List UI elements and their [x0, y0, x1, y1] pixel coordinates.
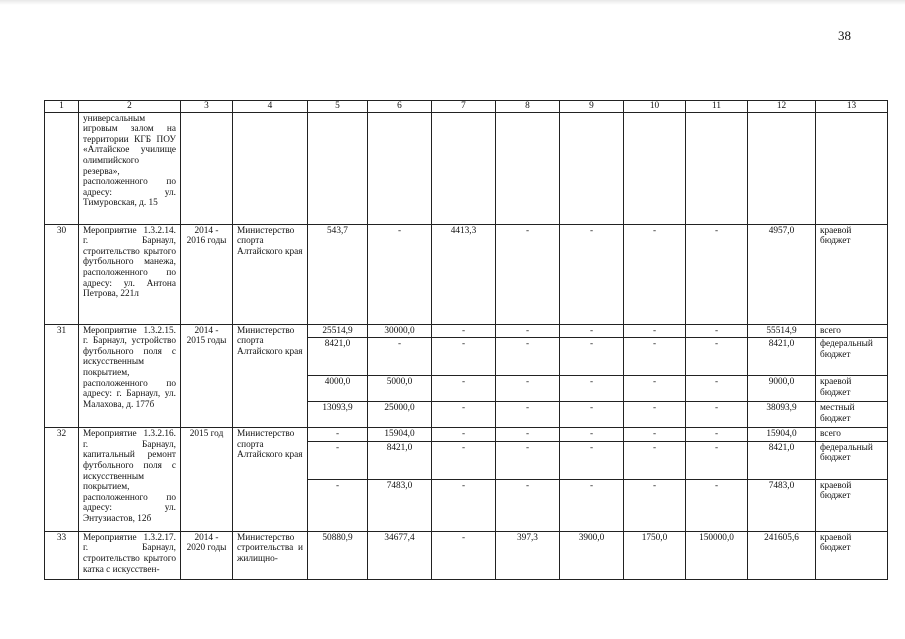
row-number: 33	[45, 531, 79, 579]
year-value: 397,3	[496, 531, 560, 579]
year-value: -	[624, 479, 686, 531]
year-value: 5000,0	[368, 376, 432, 402]
year-value: 30000,0	[368, 324, 432, 338]
funding-source: федеральный бюджет	[816, 338, 888, 376]
header-cell: 1	[45, 101, 79, 113]
year-value: -	[496, 402, 560, 428]
row-number: 31	[45, 324, 79, 428]
table-row	[45, 428, 888, 442]
total-value: 8421,0	[748, 441, 816, 479]
year-value: -	[308, 428, 368, 442]
funding-source: федеральный бюджет	[816, 441, 888, 479]
year-value: 50880,9	[308, 531, 368, 579]
year-value: -	[368, 224, 432, 324]
funding-source: всего	[816, 324, 888, 338]
year-value: -	[686, 224, 748, 324]
funding-source: краевой бюджет	[816, 479, 888, 531]
year-value: -	[432, 428, 496, 442]
header-cell: 10	[624, 101, 686, 113]
executor: Министерство спорта Алтайского края	[233, 324, 308, 428]
year-value: 13093,9	[308, 402, 368, 428]
row-number	[45, 112, 79, 224]
year-value: -	[686, 479, 748, 531]
total-value: 7483,0	[748, 479, 816, 531]
year-value: -	[560, 428, 624, 442]
program-table	[44, 100, 888, 580]
total-value: 38093,9	[748, 402, 816, 428]
year-value: 25000,0	[368, 402, 432, 428]
year-value: 4413,3	[432, 224, 496, 324]
event-text: Мероприятие 1.3.2.16. г. Барнаул, капитальный ремонт футбольного поля с искусственным покрытием, расположенного по адресу: ул. Энтузиастов, 12б	[79, 428, 181, 532]
total-value: 241605,6	[748, 531, 816, 579]
year-value: -	[432, 479, 496, 531]
year-value: 34677,4	[368, 531, 432, 579]
event-text: универсальным игровым залом на территории КГБ ПОУ «Алтайское училище олимпийского резерва», расположенного по адресу: ул. Тимуровская, д. 15	[79, 112, 181, 224]
year-value: -	[560, 402, 624, 428]
total-value: 8421,0	[748, 338, 816, 376]
header-cell: 5	[308, 101, 368, 113]
header-cell: 9	[560, 101, 624, 113]
header-cell: 8	[496, 101, 560, 113]
year-value: -	[496, 338, 560, 376]
total-value: 4957,0	[748, 224, 816, 324]
year-value: -	[432, 376, 496, 402]
year-value: -	[624, 402, 686, 428]
year-value: -	[686, 441, 748, 479]
header-cell: 7	[432, 101, 496, 113]
year-value: -	[560, 376, 624, 402]
row-number: 32	[45, 428, 79, 532]
year-value: -	[624, 376, 686, 402]
year-value: -	[496, 441, 560, 479]
funding-source: краевой бюджет	[816, 376, 888, 402]
table-row	[45, 531, 888, 579]
executor: Министерство спорта Алтайского края	[233, 224, 308, 324]
page-number: 38	[838, 28, 851, 43]
executor: Министерство строительства и жилищно-	[233, 531, 308, 579]
period: 2014 - 2016 годы	[181, 224, 233, 324]
year-value: -	[308, 479, 368, 531]
period: 2014 - 2015 годы	[181, 324, 233, 428]
year-value: 4000,0	[308, 376, 368, 402]
year-value: -	[432, 338, 496, 376]
year-value: 25514,9	[308, 324, 368, 338]
funding-source: краевой бюджет	[816, 224, 888, 324]
year-value: -	[560, 479, 624, 531]
year-value: -	[624, 224, 686, 324]
header-cell: 2	[79, 101, 181, 113]
header-cell: 13	[816, 101, 888, 113]
funding-source: всего	[816, 428, 888, 442]
year-value: -	[560, 224, 624, 324]
year-value: 3900,0	[560, 531, 624, 579]
total-value: 15904,0	[748, 428, 816, 442]
year-value: 15904,0	[368, 428, 432, 442]
year-value: -	[308, 441, 368, 479]
year-value: 7483,0	[368, 479, 432, 531]
header-cell: 6	[368, 101, 432, 113]
table-row	[45, 224, 888, 324]
year-value: -	[686, 324, 748, 338]
column-numbers-row	[45, 101, 888, 113]
year-value: -	[560, 338, 624, 376]
year-value: -	[496, 428, 560, 442]
header-cell: 12	[748, 101, 816, 113]
scan-edge	[0, 0, 905, 5]
total-value: 9000,0	[748, 376, 816, 402]
year-value: -	[624, 441, 686, 479]
year-value: -	[496, 479, 560, 531]
row-number: 30	[45, 224, 79, 324]
year-value: -	[496, 324, 560, 338]
header-cell: 3	[181, 101, 233, 113]
event-text: Мероприятие 1.3.2.14. г. Барнаул, строительство крытого футбольного манежа, расположенного по адресу: ул. Антона Петрова, 221л	[79, 224, 181, 324]
funding-source: местный бюджет	[816, 402, 888, 428]
year-value: -	[686, 402, 748, 428]
year-value: -	[686, 376, 748, 402]
year-value: 8421,0	[308, 338, 368, 376]
year-value: -	[432, 402, 496, 428]
year-value: 8421,0	[368, 441, 432, 479]
year-value: -	[432, 441, 496, 479]
year-value: 150000,0	[686, 531, 748, 579]
year-value: -	[560, 324, 624, 338]
year-value: 543,7	[308, 224, 368, 324]
year-value: -	[368, 338, 432, 376]
year-value: -	[496, 376, 560, 402]
year-value: 1750,0	[624, 531, 686, 579]
year-value: -	[432, 531, 496, 579]
period: 2014 - 2020 годы	[181, 531, 233, 579]
year-value: -	[686, 428, 748, 442]
year-value: -	[624, 324, 686, 338]
year-value: -	[496, 224, 560, 324]
year-value: -	[686, 338, 748, 376]
year-value: -	[624, 338, 686, 376]
year-value: -	[624, 428, 686, 442]
executor: Министерство спорта Алтайского края	[233, 428, 308, 532]
event-text: Мероприятие 1.3.2.17. г. Барнаул, строительство крытого катка с искусствен-	[79, 531, 181, 579]
continuation-row	[45, 112, 888, 224]
table-row	[45, 324, 888, 338]
year-value: -	[560, 441, 624, 479]
total-value: 55514,9	[748, 324, 816, 338]
funding-source: краевой бюджет	[816, 531, 888, 579]
event-text: Мероприятие 1.3.2.15. г. Барнаул, устройство футбольного поля с искусственным покрытием, расположенного по адресу: г. Барнаул, ул. Малахова, д. 177б	[79, 324, 181, 428]
period: 2015 год	[181, 428, 233, 532]
header-cell: 4	[233, 101, 308, 113]
year-value: -	[432, 324, 496, 338]
header-cell: 11	[686, 101, 748, 113]
